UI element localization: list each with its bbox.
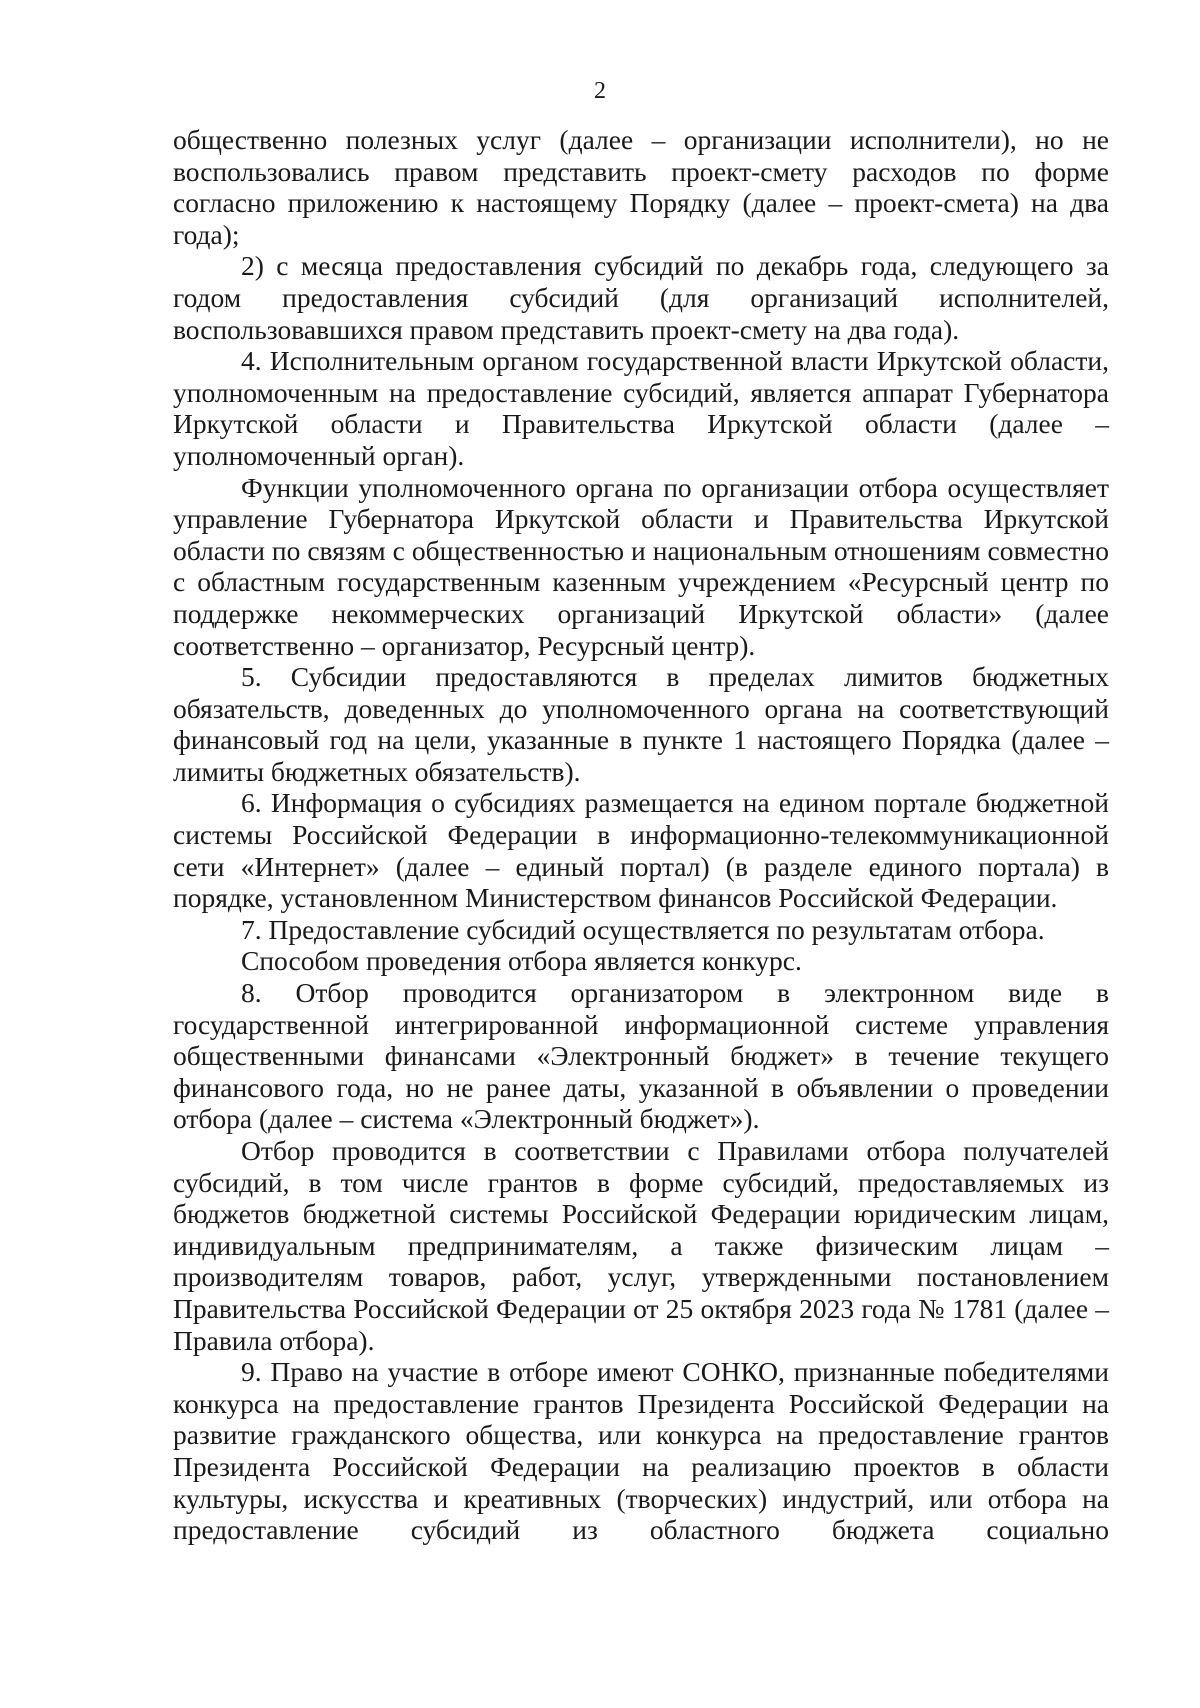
paragraph-7: 7. Предоставление субсидий осуществляется по результатам отбора. — [241, 913, 1045, 945]
page-number: 2 — [594, 78, 606, 104]
paragraph-4: 4. Исполнительным органом государственной власти Иркутской области, уполномоченным на предоставление субсидий, является аппарат Губернатора Иркутской области и Правительства Иркутской области (далее – уполномоченный орган). — [173, 345, 1109, 471]
document-body — [173, 124, 1109, 1546]
paragraph-5: 5. Субсидии предоставляются в пределах лимитов бюджетных обязательств, доведенных до уполномоченного органа на соответствующий финансовый год на цели, указанные в пункте 1 настоящего Порядка (далее – лимиты бюджетных обязательств). — [173, 661, 1109, 787]
paragraph-9: 9. Право на участие в отборе имеют СОНКО, признанные победителями конкурса на предоставление грантов Президента Российской Федерации на развитие гражданского общества, или конкурса на предоставление грантов Президента Российской Федерации на реализацию проектов в области культуры, искусства и креативных (творческих) индустрий, или отбора на предоставление субсидий из областного бюджета социально — [173, 1356, 1109, 1546]
paragraph-4-functions: Функции уполномоченного органа по организации отбора осуществляет управление Губернатора Иркутской области и Правительства Иркутской области по связям с общественностью и национальным отношениям совместно с областным государственным казенным учреждением «Ресурсный центр по поддержке некоммерческих организаций Иркутской области» (далее соответственно – организатор, Ресурсный центр). — [173, 471, 1109, 661]
paragraph-item-2: 2) с месяца предоставления субсидий по декабрь года, следующего за годом предоставления субсидий (для организаций исполнителей, воспользовавшихся правом представить проект-смету на два года). — [173, 250, 1109, 345]
paragraph-8: 8. Отбор проводится организатором в электронном виде в государственной интегрированной информационной системе управления общественными финансами «Электронный бюджет» в течение текущего финансового года, но не ранее даты, указанной в объявлении о проведении отбора (далее – система «Электронный бюджет»). — [173, 977, 1109, 1135]
paragraph-8-rules: Отбор проводится в соответствии с Правилами отбора получателей субсидий, в том числе грантов в форме субсидий, предоставляемых из бюджетов бюджетной системы Российской Федерации юридическим лицам, индивидуальным предпринимателям, а также физическим лицам – производителям товаров, работ, услуг, утвержденными постановлением Правительства Российской Федерации от 25 октября 2023 года № 1781 (далее – Правила отбора). — [173, 1135, 1109, 1356]
paragraph-continuation: общественно полезных услуг (далее – организации исполнители), но не воспользовались правом представить проект-смету расходов по форме согласно приложению к настоящему Порядку (далее – проект-смета) на два года); — [173, 124, 1109, 250]
paragraph-6: 6. Информация о субсидиях размещается на едином портале бюджетной системы Российской Федерации в информационно-телекоммуникационной сети «Интернет» (далее – единый портал) (в разделе единого портала) в порядке, установленном Министерством финансов Российской Федерации. — [173, 787, 1109, 914]
paragraph-7-method: Способом проведения отбора является конкурс. — [241, 945, 802, 977]
